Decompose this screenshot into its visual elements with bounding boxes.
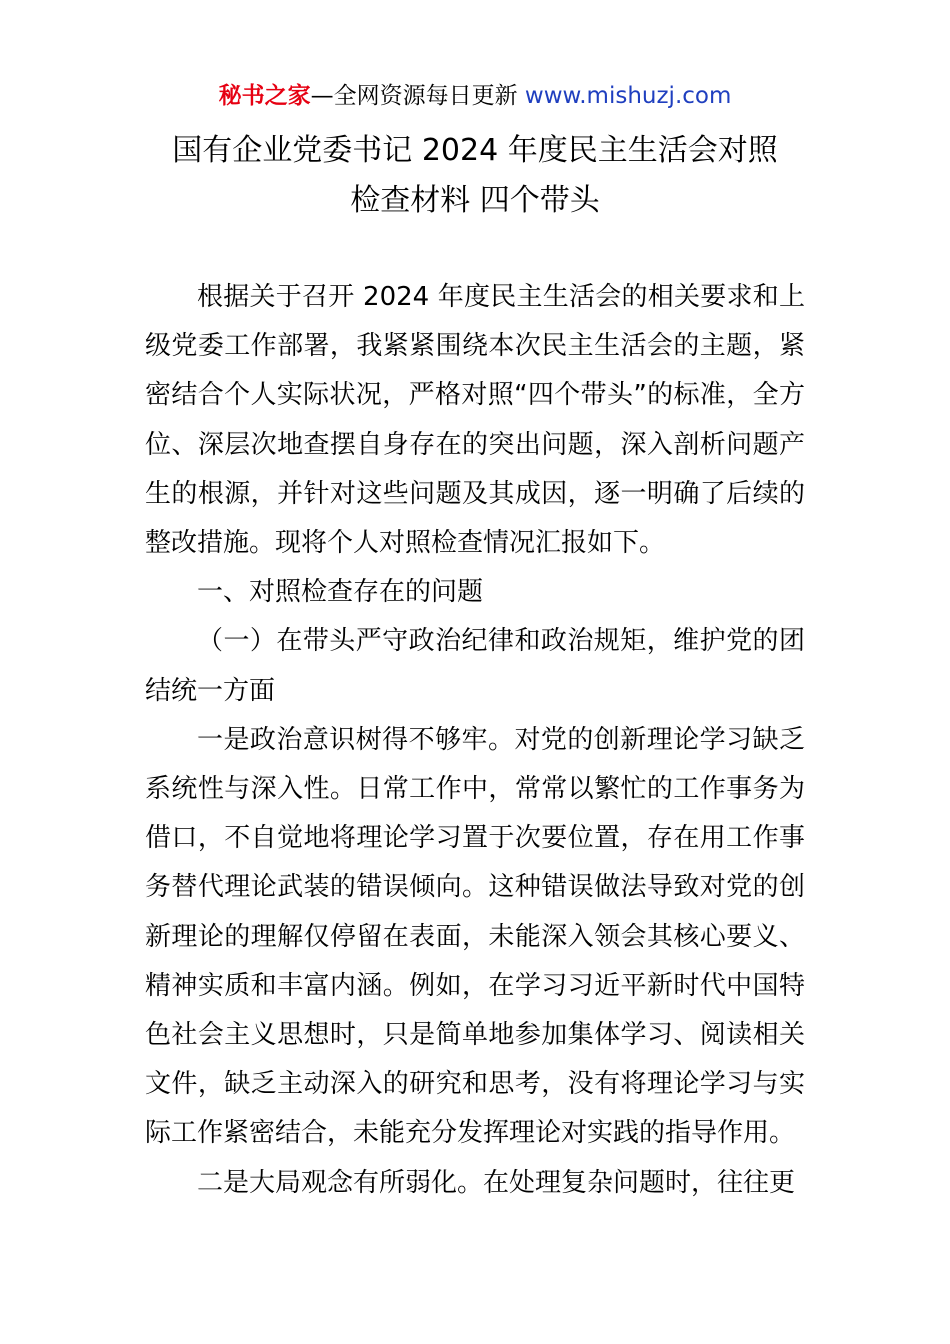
document-title bbox=[0, 126, 950, 226]
paragraph-point-1: 一是政治意识树得不够牢。对党的创新理论学习缺乏系统性与深入性。日常工作中，常常以繁忙的工作事务为借口，不自觉地将理论学习置于次要位置，存在用工作事务替代理论武装的错误倾向。这种错误做法导致对党的创新理论的理解仅停留在表面，未能深入领会其核心要义、精神实质和丰富内涵。例如，在学习习近平新时代中国特色社会主义思想时，只是简单地参加集体学习、阅读相关文件，缺乏主动深入的研究和思考，没有将理论学习与实际工作紧密结合，未能充分发挥理论对实践的指导作用。 bbox=[145, 724, 805, 1149]
document-body bbox=[145, 273, 805, 1208]
brand-name: 秘书之家 bbox=[218, 83, 311, 109]
paragraph-intro: 根据关于召开 2024 年度民主生活会的相关要求和上级党委工作部署，我紧紧围绕本次民主生活会的主题，紧密结合个人实际状况，严格对照“四个带头”的标准，全方位、深层次地查摆自身存在的突出问题，深入剖析问题产生的根源，并针对这些问题及其成因，逐一明确了后续的整改措施。现将个人对照检查情况汇报如下。 bbox=[145, 282, 805, 559]
paragraph-point-2: 二是大局观念有所弱化。在处理复杂问题时，往往更 bbox=[197, 1167, 796, 1198]
subsection-heading: （一）在带头严守政治纪律和政治规矩，维护党的团结统一方面 bbox=[145, 626, 805, 706]
site-url-link[interactable]: www.mishuzj.com bbox=[524, 83, 732, 109]
site-header bbox=[0, 80, 950, 112]
header-tagline: —全网资源每日更新 bbox=[310, 83, 525, 109]
title-line-2: 检查材料 四个带头 bbox=[350, 183, 600, 218]
title-line-1: 国有企业党委书记 2024 年度民主生活会对照 bbox=[172, 133, 778, 168]
section-heading: 一、对照检查存在的问题 bbox=[197, 577, 484, 608]
